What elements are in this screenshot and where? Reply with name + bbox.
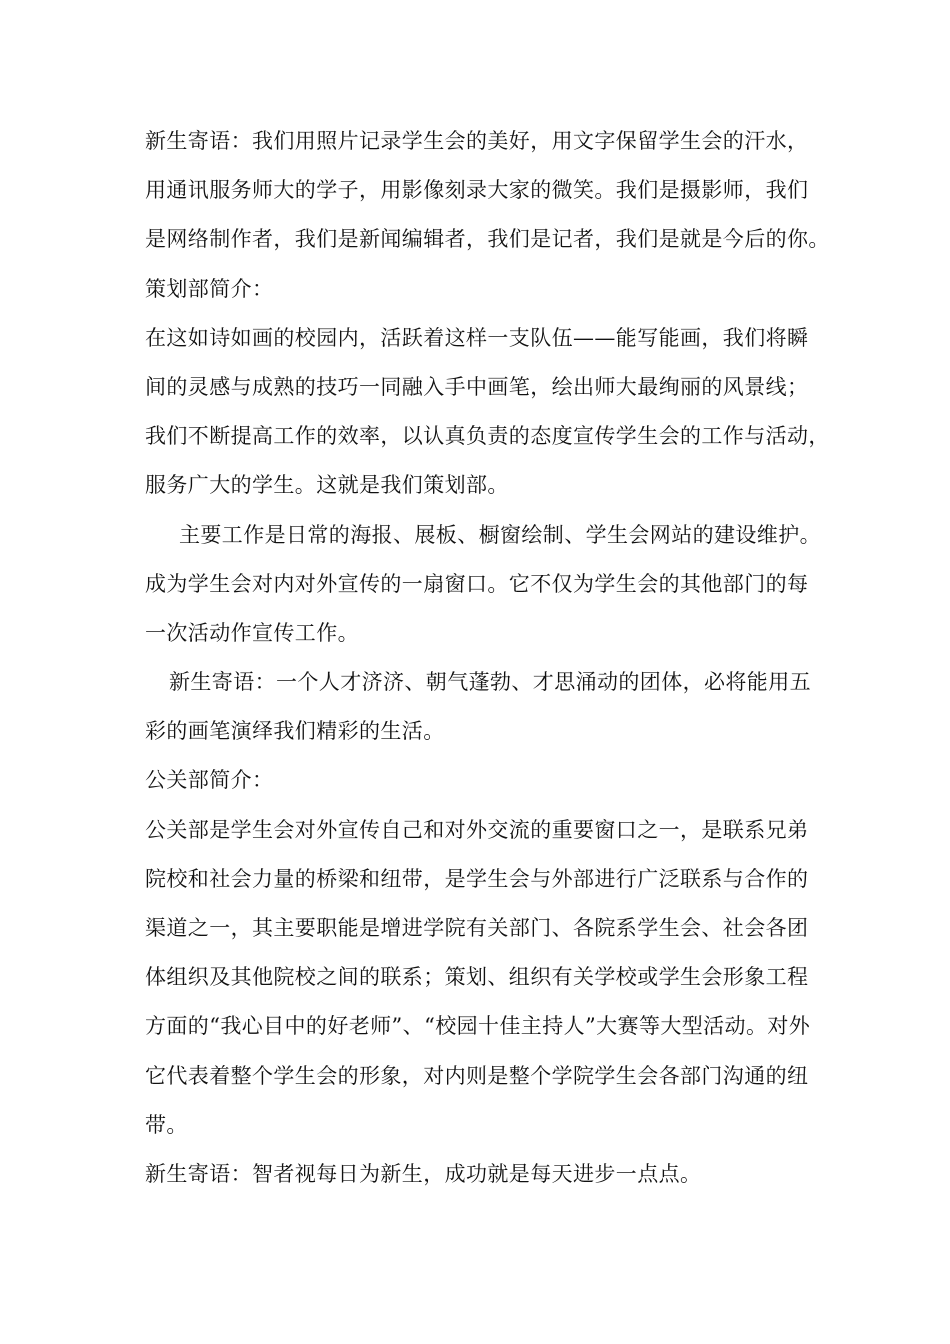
section-heading-pr: 公关部简介：: [145, 768, 274, 793]
text-line: 彩的画笔演绎我们精彩的生活。: [145, 719, 445, 744]
text-line: 间的灵感与成熟的技巧一同融入手中画笔，绘出师大最绚丽的风景线；: [145, 374, 809, 399]
text-line: 新生寄语：一个人才济济、朝气蓬勃、才思涌动的团体，必将能用五: [169, 670, 811, 695]
text-line: 院校和社会力量的桥梁和纽带，是学生会与外部进行广泛联系与合作的: [145, 866, 809, 891]
text-line: 一次活动作宣传工作。: [145, 620, 359, 645]
text-line: 新生寄语：我们用照片记录学生会的美好，用文字保留学生会的汗水，: [145, 129, 809, 153]
text-line: 公关部是学生会对外宣传自己和对外交流的重要窗口之一，是联系兄弟: [145, 817, 809, 842]
text-line: 用通讯服务师大的学子，用影像刻录大家的微笑。我们是摄影师，我们: [145, 178, 809, 203]
text-line: 方面的“我心目中的好老师”、“校园十佳主持人”大赛等大型活动。对外: [145, 1014, 811, 1039]
text-line: 是网络制作者，我们是新闻编辑者，我们是记者，我们是就是今后的你。: [145, 227, 830, 252]
text-line: 主要工作是日常的海报、展板、橱窗绘制、学生会网站的建设维护。: [179, 522, 821, 547]
document-body: [145, 117, 845, 1199]
text-line: 渠道之一，其主要职能是增进学院有关部门、各院系学生会、社会各团: [145, 916, 809, 940]
text-line: 我们不断提高工作的效率，以认真负责的态度宣传学生会的工作与活动，: [145, 424, 830, 449]
text-line: 在这如诗如画的校园内，活跃着这样一支队伍——能写能画，我们将瞬: [145, 325, 809, 350]
text-line: 它代表着整个学生会的形象，对内则是整个学院学生会各部门沟通的纽: [145, 1063, 809, 1088]
text-line: 新生寄语：智者视每日为新生，成功就是每天进步一点点。: [145, 1161, 702, 1186]
text-line: 带。: [145, 1112, 188, 1137]
text-line: 成为学生会对内对外宣传的一扇窗口。它不仅为学生会的其他部门的每: [145, 571, 809, 596]
text-line: 体组织及其他院校之间的联系；策划、组织有关学校或学生会形象工程: [145, 965, 809, 990]
section-heading-planning: 策划部简介：: [145, 276, 274, 301]
text-line: 服务广大的学生。这就是我们策划部。: [145, 473, 509, 498]
